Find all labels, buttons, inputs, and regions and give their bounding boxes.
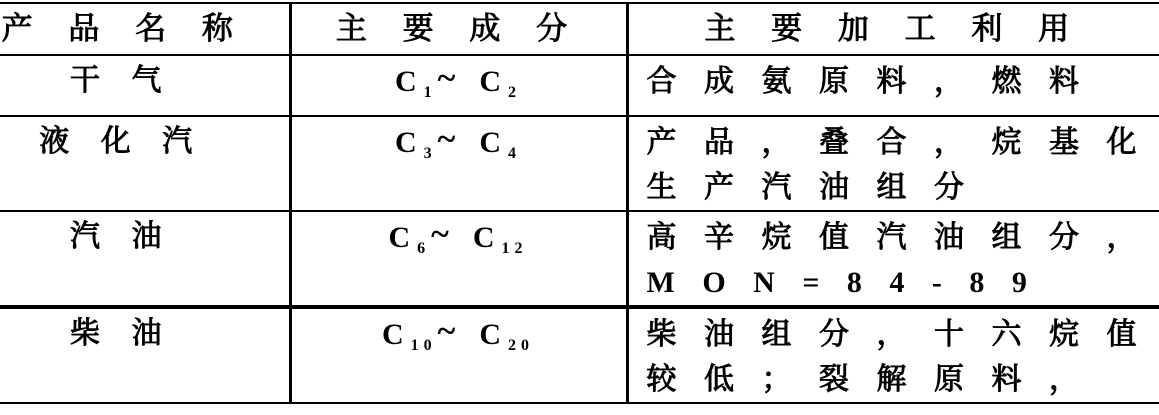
carbon-symbol: C: [381, 318, 404, 351]
product-name-cell: 液 化 汽: [0, 116, 290, 211]
header-row: [0, 3, 1159, 55]
carbon-symbol: C: [388, 221, 411, 254]
usage-cell: [627, 211, 1159, 307]
usage-line: 高 辛 烷 值 汽 油 组 分 ，: [646, 221, 1147, 254]
component-range-cell: [290, 116, 627, 211]
usage-line: 生 产 汽 油 组 分: [646, 171, 974, 204]
usage-line: 柴 油 组 分 ， 十 六 烷 值: [646, 318, 1147, 351]
carbon-symbol: C: [394, 126, 417, 159]
component-range-cell: [290, 55, 627, 116]
usage-cell: [627, 307, 1159, 403]
col-header-main-processing-use: 主 要 加 工 利 用: [627, 3, 1159, 55]
carbon-subscript: 3: [423, 145, 437, 162]
carbon-subscript: 12: [501, 240, 528, 257]
carbon-symbol: C: [479, 318, 502, 351]
carbon-subscript: 1: [423, 84, 437, 101]
range-tilde: ~: [437, 60, 456, 97]
carbon-symbol: C: [479, 65, 502, 98]
table-row-diesel: [0, 307, 1159, 403]
col-header-main-components: 主 要 成 分: [290, 3, 627, 55]
product-name-cell: 干 气: [0, 55, 290, 116]
usage-cell: [627, 116, 1159, 211]
usage-line: 产 品 ， 叠 合 ， 烷 基 化: [646, 126, 1147, 159]
usage-line: 较 低 ； 裂 解 原 料 ，: [646, 363, 1089, 396]
product-table: [0, 2, 1159, 404]
table-row-dry-gas: [0, 55, 1159, 116]
carbon-subscript: 2: [508, 84, 522, 101]
product-name-cell: 汽 油: [0, 211, 290, 307]
component-range-cell: [290, 307, 627, 403]
usage-line: 合 成 氨 原 料 ， 燃 料: [646, 65, 1089, 98]
carbon-subscript: 6: [417, 240, 431, 257]
table-row-gasoline: [0, 211, 1159, 307]
component-range-cell: [290, 211, 627, 307]
range-tilde: ~: [431, 216, 449, 253]
carbon-subscript: 4: [508, 145, 522, 162]
carbon-symbol: C: [479, 126, 502, 159]
range-tilde: ~: [437, 313, 456, 350]
col-header-product-name: 产 品 名 称: [0, 3, 290, 55]
carbon-subscript: 10: [410, 337, 437, 354]
table-row-liquefied-gas: [0, 116, 1159, 211]
usage-line: M O N = 8 4 - 8 9: [646, 266, 1037, 299]
usage-cell: [627, 55, 1159, 116]
carbon-symbol: C: [394, 65, 417, 98]
carbon-subscript: 20: [508, 337, 535, 354]
range-tilde: ~: [437, 121, 456, 158]
product-name-cell: 柴 油: [0, 307, 290, 403]
carbon-symbol: C: [472, 221, 495, 254]
